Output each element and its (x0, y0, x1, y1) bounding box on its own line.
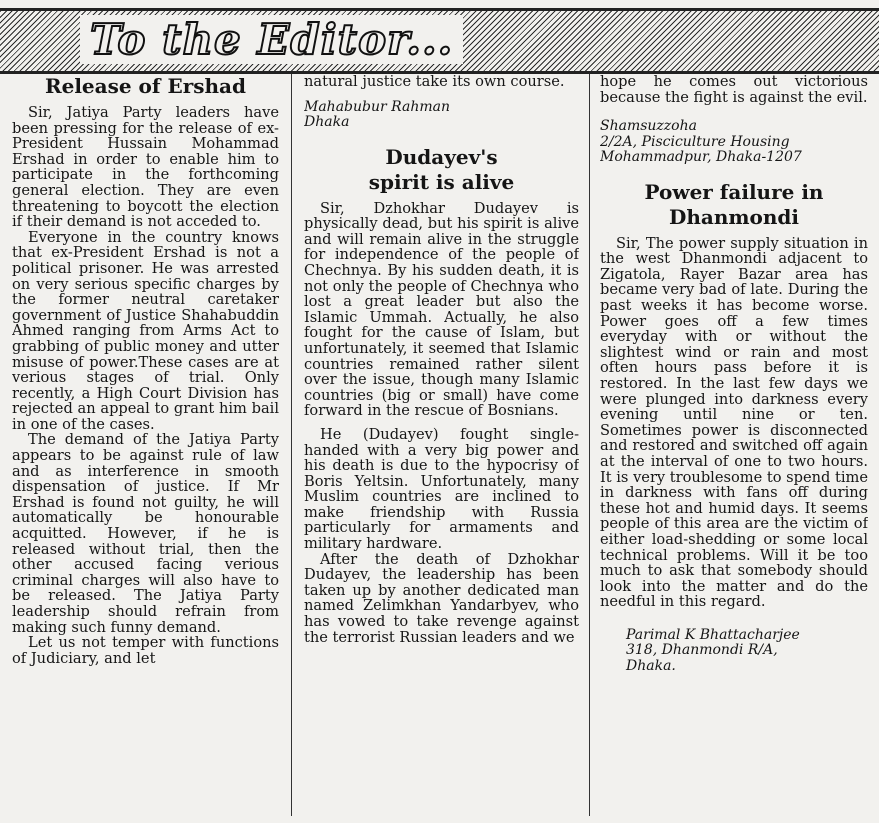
column-divider (291, 74, 292, 816)
signature-name: Shamsuzzoha (600, 118, 697, 135)
letter-paragraph: Sir, Dzhokhar Dudayev is physically dead, but his spirit is alive and will remain alive in the struggle for independence of the people of Chechnya. By his sudden death, it is not only the people of Chechnya who lost a great leader but also the Islamic Ummah. Actually, he also fought for the cause of Islam, but unfortunately, it seemed that Islamic countries remained rather silent over the issue, though many Islamic countries (big or small) have come forward in the rescue of Bosnians. (304, 199, 579, 420)
heading-line: Power failure in (644, 179, 824, 204)
heading-line: Dudayev's (385, 144, 498, 169)
letter-paragraph: Everyone in the country knows that ex-President Ershad is not a political prisoner. He was arrested on very serious specific charges by the former neutral caretaker government of Justice Shahabuddin Ahmed ranging from Arms Act to grabbing of public money and utter misuse of power.These cases are at verious stages of trial. Only recently, a High Court Division has rejected an appeal to grant him bail in one of the cases. (12, 228, 279, 433)
column-1 (12, 74, 279, 819)
masthead-banner (0, 8, 879, 74)
letter-paragraph: Sir, Jatiya Party leaders have been pressing for the release of ex-President Hussain Mohammad Ershad in order to enable him to participate in the forthcoming general election. They are even threatening to boycott the election if their demand is not acceded to. (12, 104, 279, 231)
letter-paragraph: Let us not temper with functions of Judiciary, and let (12, 634, 279, 667)
letter-paragraph: He (Dudayev) fought single-handed with a very big power and his death is due to the hypocrisy of Boris Yeltsin. Unfortunately, many Muslim countries are inclined to make friendship with Russia particularly for armaments and military hardware. (304, 425, 579, 553)
heading-line: spirit is alive (368, 169, 515, 194)
letter-heading-dudayev (304, 145, 579, 195)
heading-line: Dhanmondi (668, 204, 799, 229)
column-3 (600, 74, 868, 819)
signature-name: Mahabubur Rahman (304, 98, 451, 115)
signature-place: Dhaka (304, 114, 350, 131)
letter-continuation: hope he comes out victorious because the fight is against the evil. (600, 74, 868, 106)
letter-signature (304, 100, 579, 131)
signature-address: Mohammadpur, Dhaka-1207 (600, 149, 802, 166)
column-divider (589, 74, 590, 816)
letter-paragraph: Sir, The power supply situation in the west Dhanmondi adjacent to Zigatola, Rayer Bazar area has became very bad of late. During the past weeks it has become worse. Power goes off a few times everyday with or without the slightest wind or rain and most often hours pass before it is restored. In the last few days we were plunged into darkness every evening until nine or ten. Sometimes power is disconnected and restored and switched off again at the interval of one to two hours. It is very troublesome to spend time in darkness with fans off during these hot and humid days. It seems people of this area are the victim of either load-shedding or some local technical problems. Will it be too much to ask that somebody should look into the matter and do the needful in this regard. (600, 234, 868, 611)
letter-signature (600, 119, 868, 166)
letter-continuation: natural justice take its own course. (304, 74, 565, 90)
section-title: To the Editor... (80, 15, 463, 64)
letter-paragraph: The demand of the Jatiya Party appears to be against rule of law and as interference in smooth dispensation of justice. If Mr Ershad is found not guilty, he will automatically be honourable acquitted. However, if he is released without trial, then the other accused facing verious criminal charges will also have to be released. The Jatiya Party leadership should refrain from making such funny demand. (12, 431, 279, 636)
signature-place: Dhaka. (626, 657, 676, 674)
signature-name: Parimal K Bhattacharjee (626, 626, 800, 643)
signature-address: 318, Dhanmondi R/A, (626, 642, 778, 659)
letter-heading-power-failure (600, 180, 868, 230)
column-2 (304, 74, 579, 819)
letter-heading-ershad: Release of Ershad (44, 74, 246, 98)
letter-paragraph: After the death of Dzhokhar Dudayev, the leadership has been taken up by another dedicated man named Zelimkhan Yandarbyev, who has vowed to take revenge against the terrorist Russian leaders and we (304, 550, 579, 646)
signature-address: 2/2A, Pisciculture Housing (600, 133, 790, 150)
letter-signature (600, 628, 868, 675)
